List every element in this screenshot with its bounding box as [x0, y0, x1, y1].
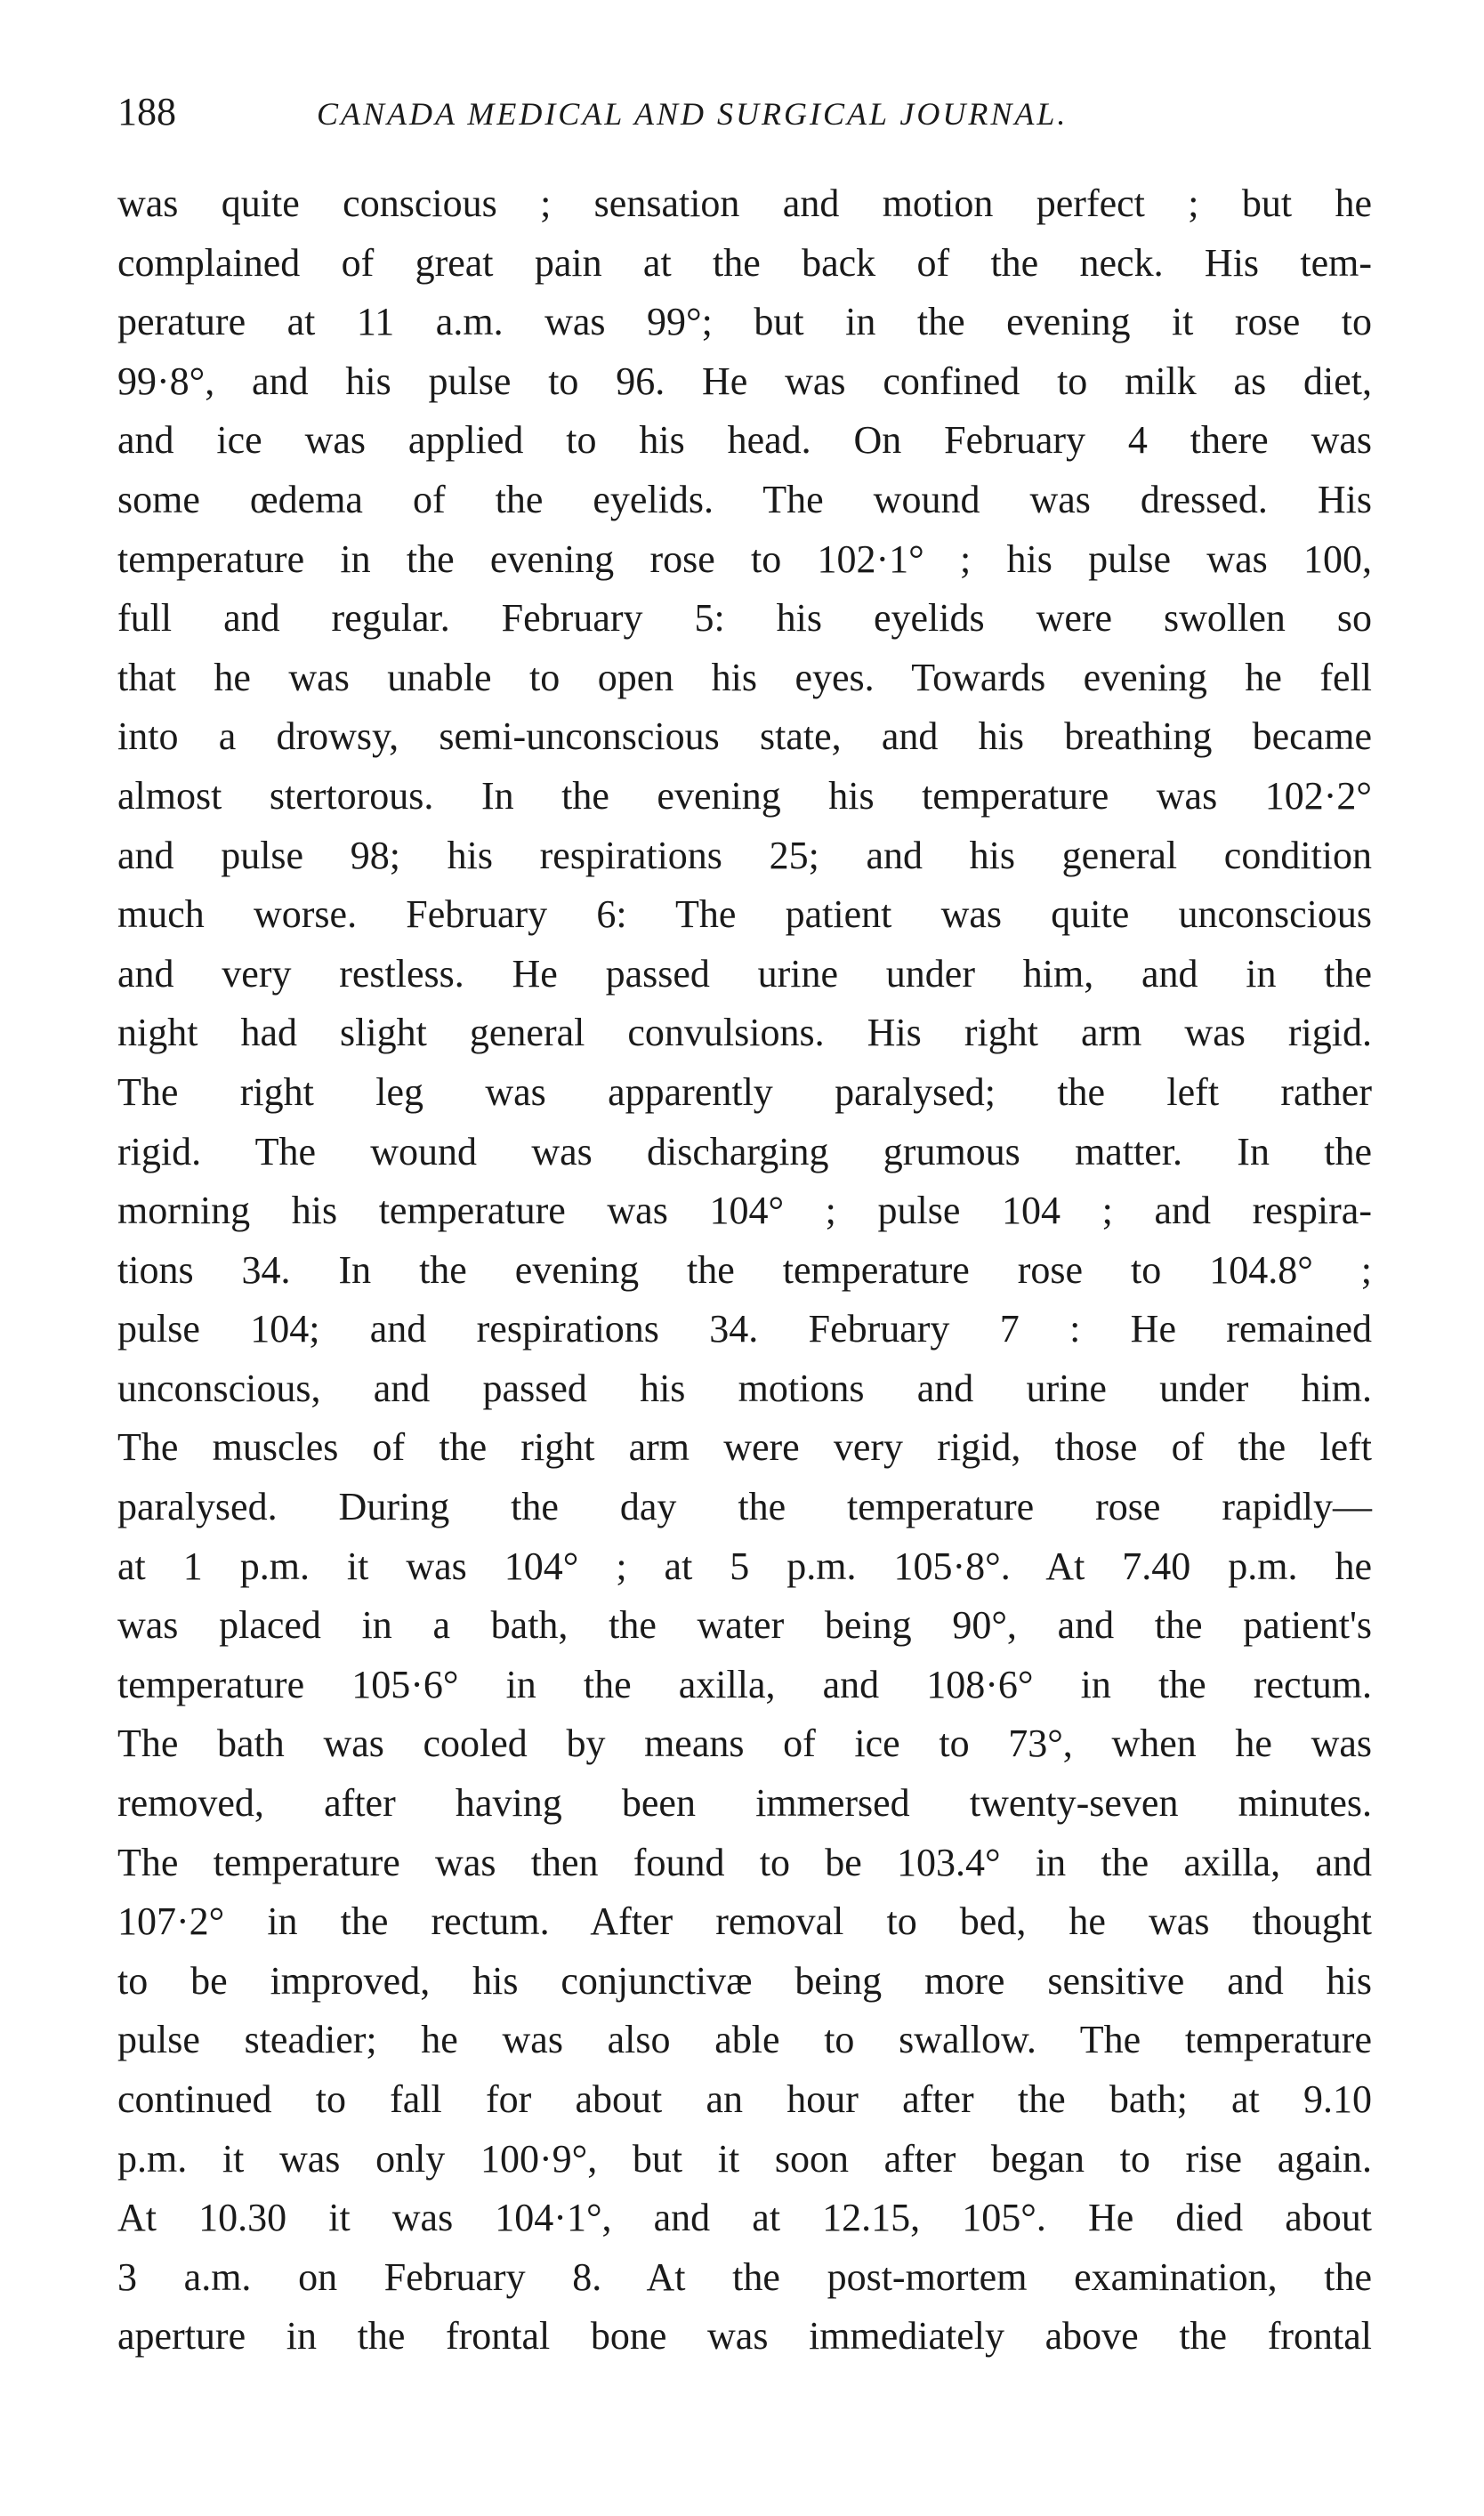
- text-line: morning his temperature was 104° ; pulse 104 ; and respira-: [117, 1189, 1372, 1233]
- text-line: was quite conscious ; sensation and motion perfect ; but he: [117, 181, 1372, 225]
- text-line: p.m. it was only 100·9°, but it soon after began to rise again.: [117, 2136, 1372, 2181]
- text-line: at 1 p.m. it was 104° ; at 5 p.m. 105·8°. At 7.40 p.m. he: [117, 1544, 1372, 1588]
- text-line: tions 34. In the evening the temperature rose to 104.8° ;: [117, 1247, 1372, 1292]
- text-line: pulse 104; and respirations 34. February 7 : He remained: [117, 1307, 1372, 1351]
- text-line: At 10.30 it was 104·1°, and at 12.15, 105°. He died about: [117, 2196, 1372, 2240]
- text-line: some œdema of the eyelids. The wound was dressed. His: [117, 477, 1372, 521]
- text-line: and very restless. He passed urine under him, and in the: [117, 951, 1372, 996]
- text-line: perature at 11 a.m. was 99°; but in the evening it rose to: [117, 300, 1372, 344]
- text-line: temperature 105·6° in the axilla, and 108·6° in the rectum.: [117, 1662, 1372, 1706]
- text-line: that he was unable to open his eyes. Towards evening he fell: [117, 655, 1372, 699]
- running-head: CANADA MEDICAL AND SURGICAL JOURNAL.: [317, 96, 1069, 132]
- text-line: The muscles of the right arm were very rigid, those of the left: [117, 1425, 1372, 1470]
- text-line: and pulse 98; his respirations 25; and his general condition: [117, 833, 1372, 877]
- text-line: and ice was applied to his head. On February 4 there was: [117, 418, 1372, 463]
- text-line: rigid. The wound was discharging grumous matter. In the: [117, 1129, 1372, 1173]
- text-line: removed, after having been immersed twenty-seven minutes.: [117, 1781, 1372, 1826]
- text-line: almost stertorous. In the evening his temperature was 102·2°: [117, 773, 1372, 818]
- text-line: temperature in the evening rose to 102·1° ; his pulse was 100,: [117, 536, 1372, 581]
- text-line: The bath was cooled by means of ice to 73°, when he was: [117, 1722, 1372, 1766]
- text-line: unconscious, and passed his motions and urine under him.: [117, 1366, 1372, 1410]
- text-line: aperture in the frontal bone was immediately above the frontal: [117, 2314, 1372, 2359]
- text-line: 3 a.m. on February 8. At the post-mortem examination, the: [117, 2254, 1372, 2299]
- body-text: [117, 174, 1372, 2367]
- text-line: to be improved, his conjunctivæ being more sensitive and his: [117, 1958, 1372, 2003]
- text-line: complained of great pain at the back of the neck. His tem-: [117, 240, 1372, 285]
- text-line: much worse. February 6: The patient was quite unconscious: [117, 892, 1372, 937]
- text-line: was placed in a bath, the water being 90°, and the patient's: [117, 1603, 1372, 1648]
- text-line: pulse steadier; he was also able to swallow. The temperature: [117, 2018, 1372, 2062]
- text-line: into a drowsy, semi-unconscious state, and his breathing became: [117, 714, 1372, 759]
- text-line: paralysed. During the day the temperature rose rapidly—: [117, 1485, 1372, 1529]
- text-line: 99·8°, and his pulse to 96. He was confined to milk as diet,: [117, 359, 1372, 403]
- text-line: The right leg was apparently paralysed; the left rather: [117, 1069, 1372, 1114]
- text-line: continued to fall for about an hour after the bath; at 9.10: [117, 2077, 1372, 2121]
- text-line: full and regular. February 5: his eyelids were swollen so: [117, 596, 1372, 641]
- page-number: 188: [117, 90, 176, 133]
- page-header: [117, 85, 1381, 139]
- text-line: night had slight general convulsions. His right arm was rigid.: [117, 1011, 1372, 1055]
- text-line: The temperature was then found to be 103.4° in the axilla, and: [117, 1840, 1372, 1884]
- text-line: 107·2° in the rectum. After removal to bed, he was thought: [117, 1899, 1372, 1944]
